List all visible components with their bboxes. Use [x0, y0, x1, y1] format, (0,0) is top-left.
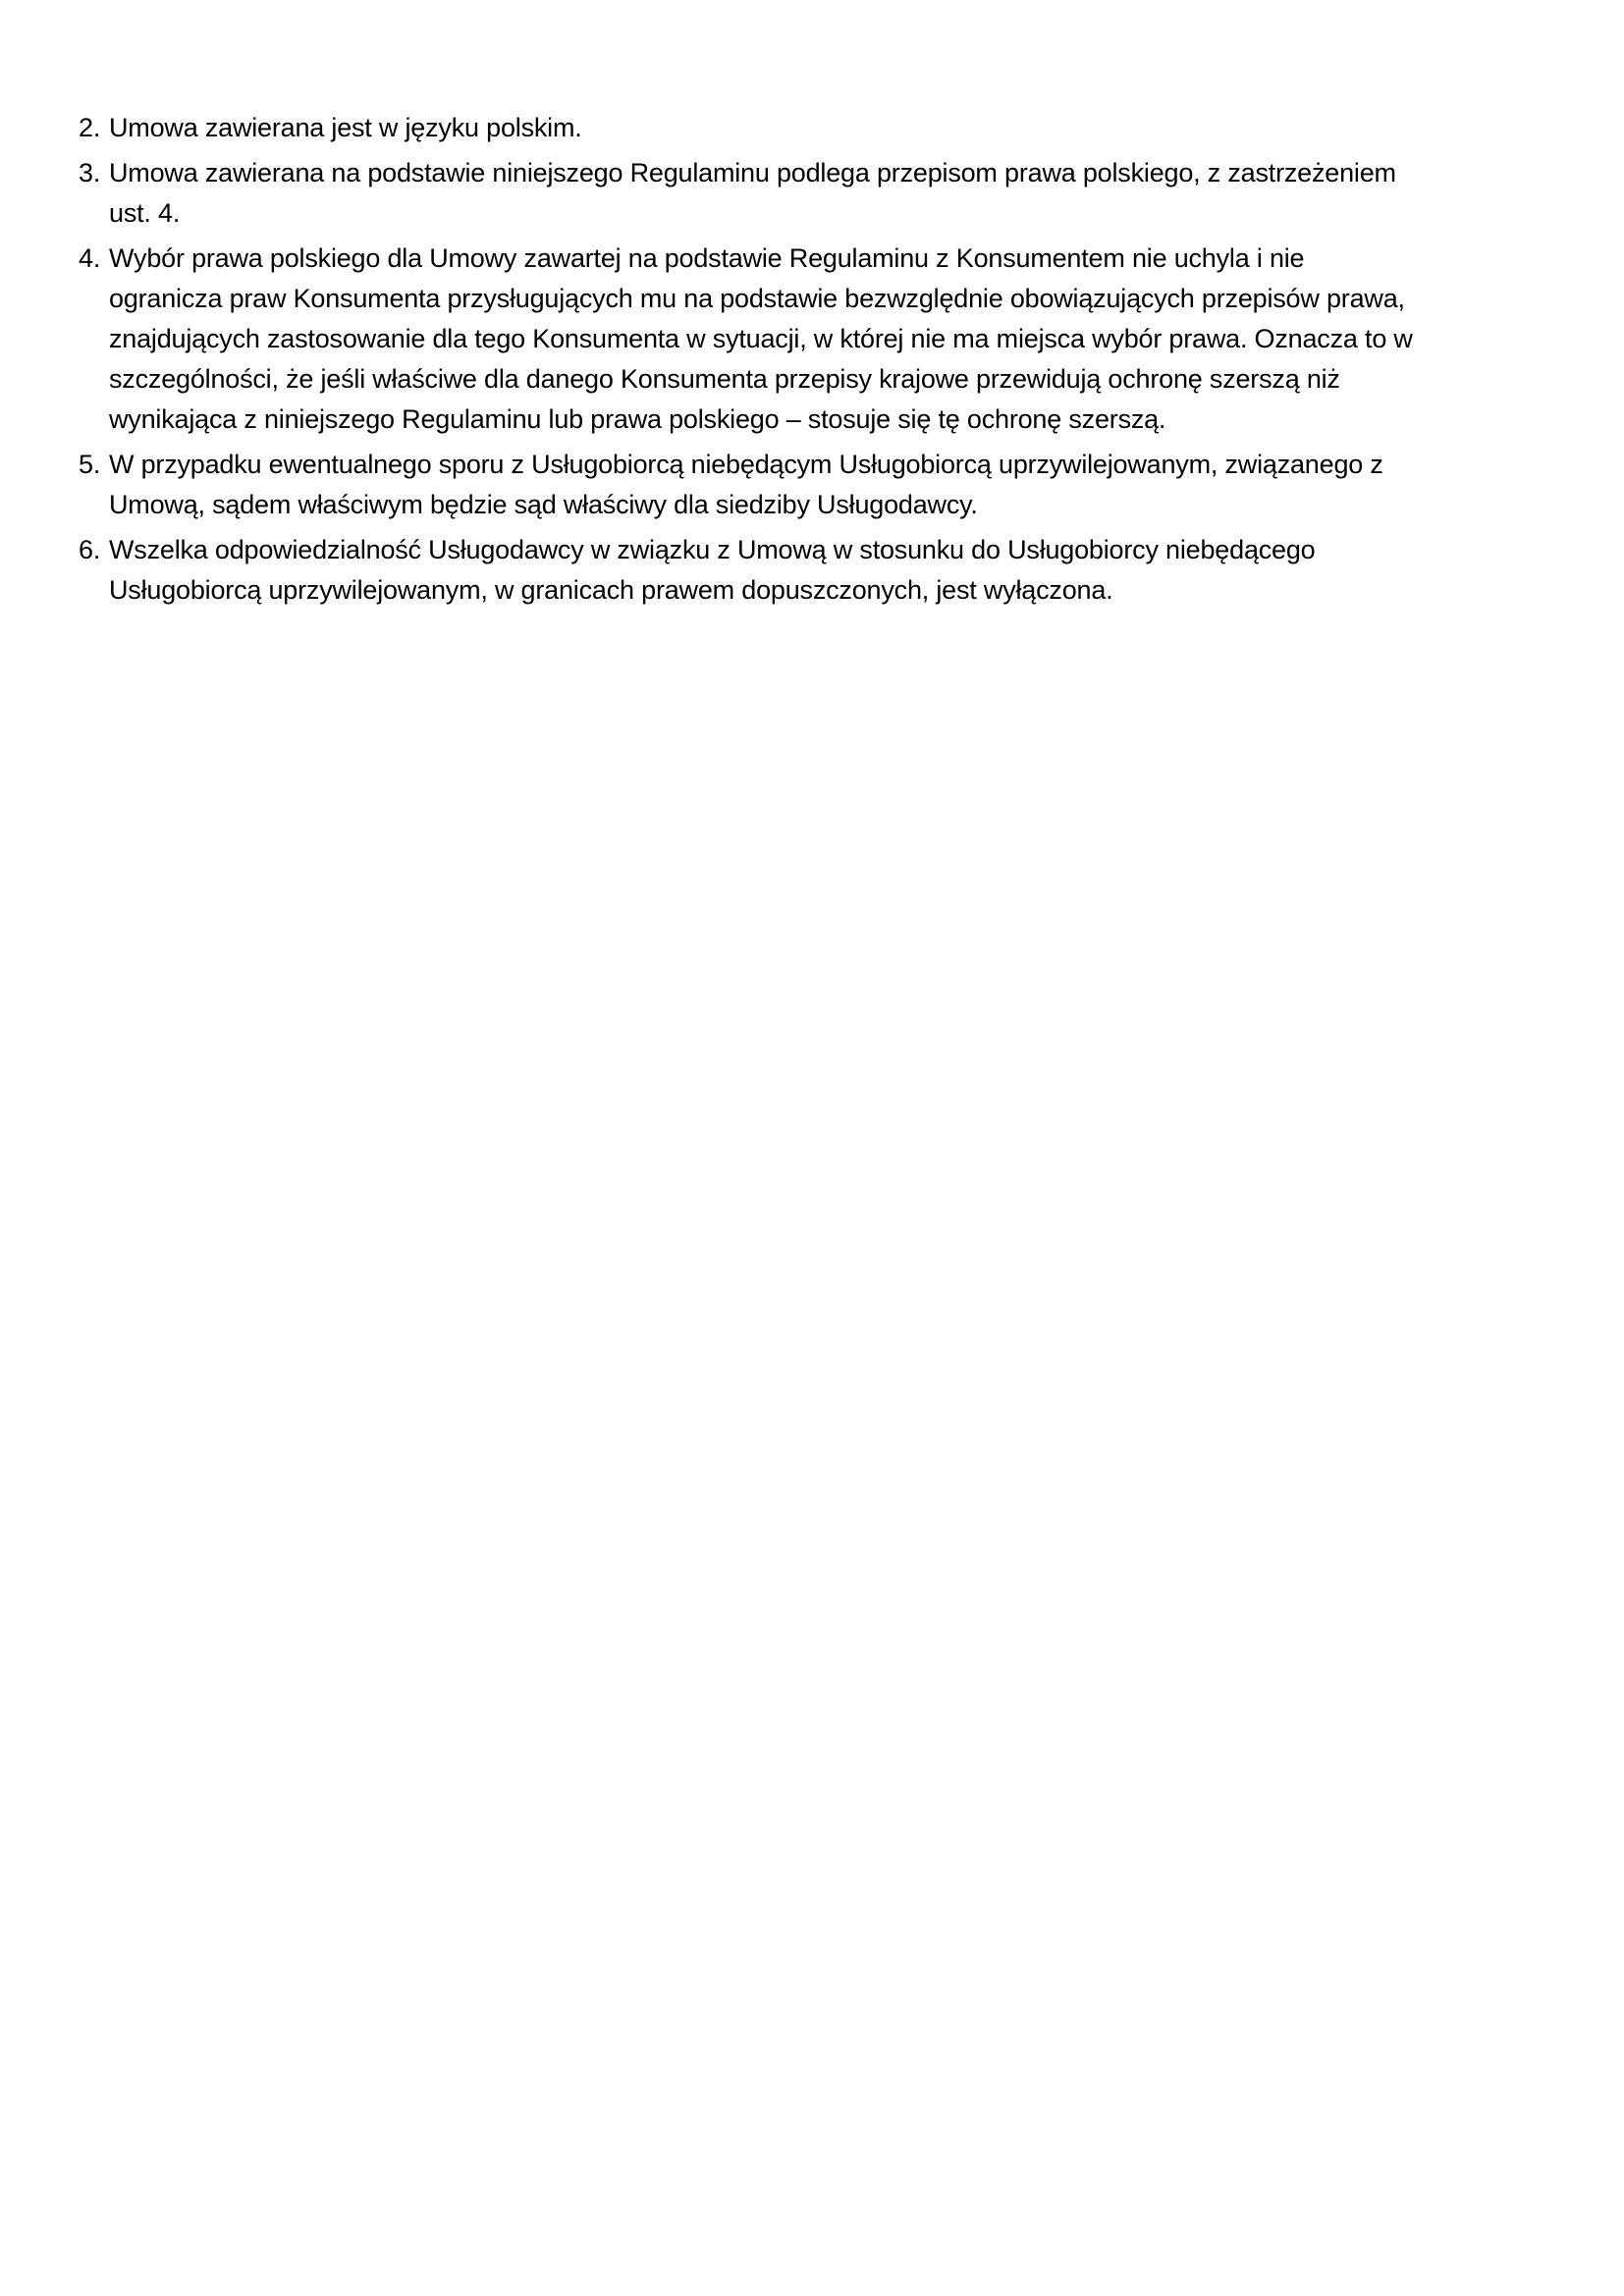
list-item — [79, 530, 1418, 611]
list-item — [79, 445, 1418, 525]
legal-terms-numbered-list — [79, 108, 1418, 611]
list-item — [79, 239, 1418, 440]
list-item-number: 6. — [79, 535, 101, 564]
list-item-text: Wybór prawa polskiego dla Umowy zawartej na podstawie Regulaminu z Konsumentem nie uchyla i nie ogranicza praw Konsumenta przysługujących mu na podstawie bezwzględnie obowiązujących przepisów prawa, znajdujących zastosowanie dla tego Konsumenta w sytuacji, w której nie ma miejsca wybór prawa. Oznacza to w szczególności, że jeśli właściwe dla danego Konsumenta przepisy krajowe przewidują ochronę szerszą niż wynikająca z niniejszego Regulaminu lub prawa polskiego – stosuje się tę ochronę szerszą. — [109, 243, 1413, 434]
list-item-number: 2. — [79, 113, 101, 142]
list-item-text: Umowa zawierana na podstawie niniejszego Regulaminu podlega przepisom prawa polskiego, z zastrzeżeniem ust. 4. — [109, 158, 1396, 228]
list-item-number: 3. — [79, 158, 101, 187]
list-item-number: 5. — [79, 450, 101, 479]
list-item-number: 4. — [79, 243, 101, 273]
list-item — [79, 153, 1418, 234]
list-item — [79, 108, 1418, 148]
list-item-text: Umowa zawierana jest w języku polskim. — [109, 113, 582, 142]
list-item-text: W przypadku ewentualnego sporu z Usługobiorcą niebędącym Usługobiorcą uprzywilejowanym, związanego z Umową, sądem właściwym będzie sąd właściwy dla siedziby Usługodawcy. — [109, 450, 1383, 519]
list-item-text: Wszelka odpowiedzialność Usługodawcy w związku z Umową w stosunku do Usługobiorcy niebędącego Usługobiorcą uprzywilejowanym, w granicach prawem dopuszczonych, jest wyłączona. — [109, 535, 1316, 605]
